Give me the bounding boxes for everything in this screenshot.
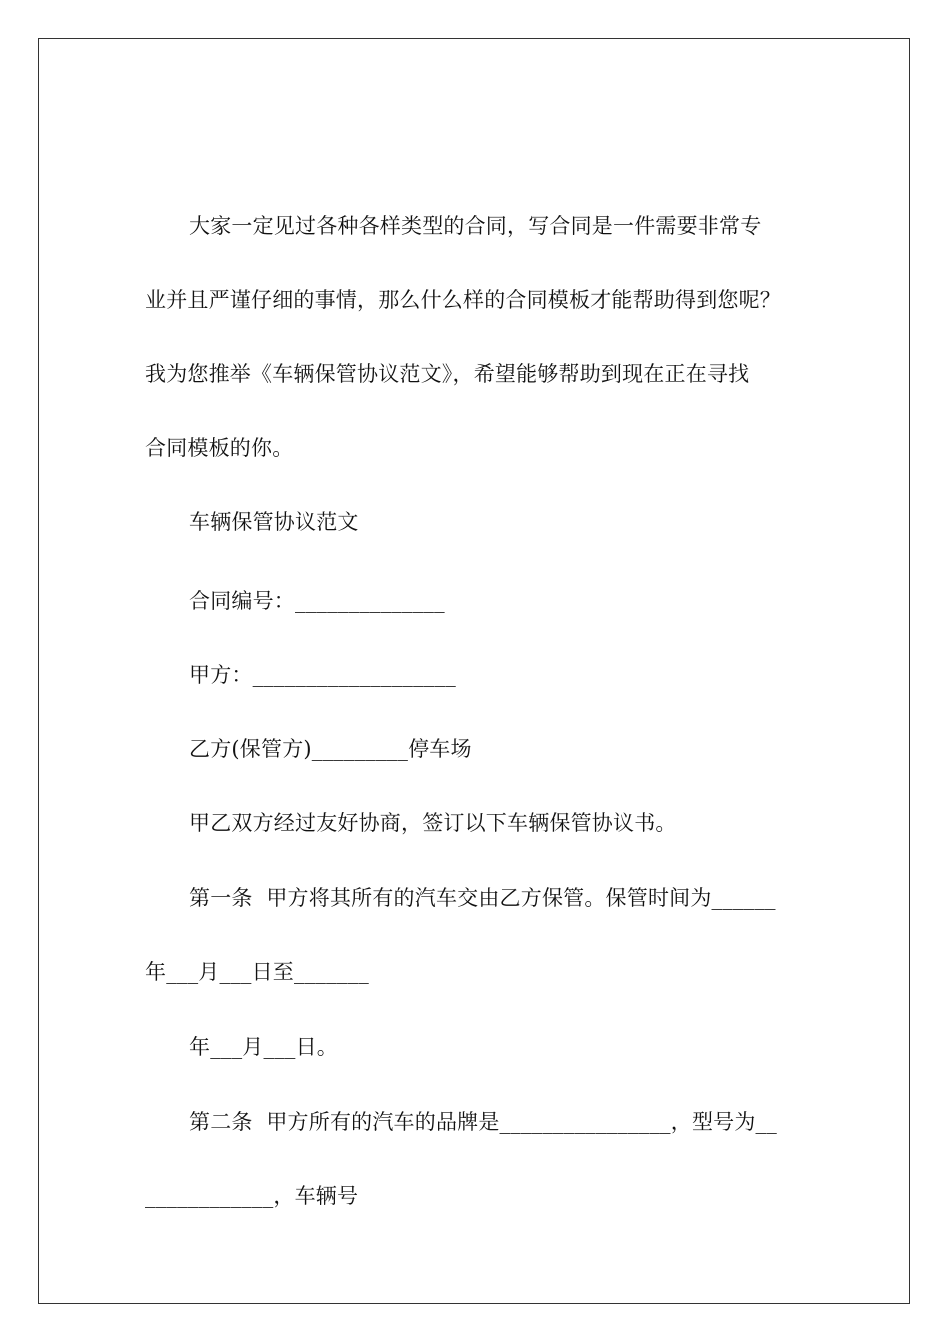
intro-line-2: 业并且严谨仔细的事情，那么什么样的合同模板才能帮助得到您呢？: [145, 288, 781, 312]
contract-number: 合同编号：______________: [189, 589, 445, 613]
agreement-statement: 甲乙双方经过友好协商，签订以下车辆保管协议书。: [189, 811, 677, 835]
article-2-line-2: ____________，车辆号: [145, 1184, 359, 1208]
intro-line-4: 合同模板的你。: [145, 436, 294, 460]
article-2-line-1: 第二条 甲方所有的汽车的品牌是________________，型号为__: [189, 1110, 777, 1134]
intro-line-1: 大家一定见过各种各样类型的合同，写合同是一件需要非常专: [189, 214, 762, 238]
document-title: 车辆保管协议范文: [189, 510, 359, 534]
article-1-line-2: 年___月___日至_______: [145, 960, 369, 984]
article-1-line-1: 第一条 甲方将其所有的汽车交由乙方保管。保管时间为______: [189, 886, 776, 910]
intro-line-3: 我为您推举《车辆保管协议范文》，希望能够帮助到现在正在寻找: [145, 362, 750, 386]
party-b: 乙方(保管方)_________停车场: [189, 737, 472, 761]
party-a: 甲方：___________________: [189, 663, 456, 687]
article-1-line-3: 年___月___日。: [189, 1035, 338, 1059]
